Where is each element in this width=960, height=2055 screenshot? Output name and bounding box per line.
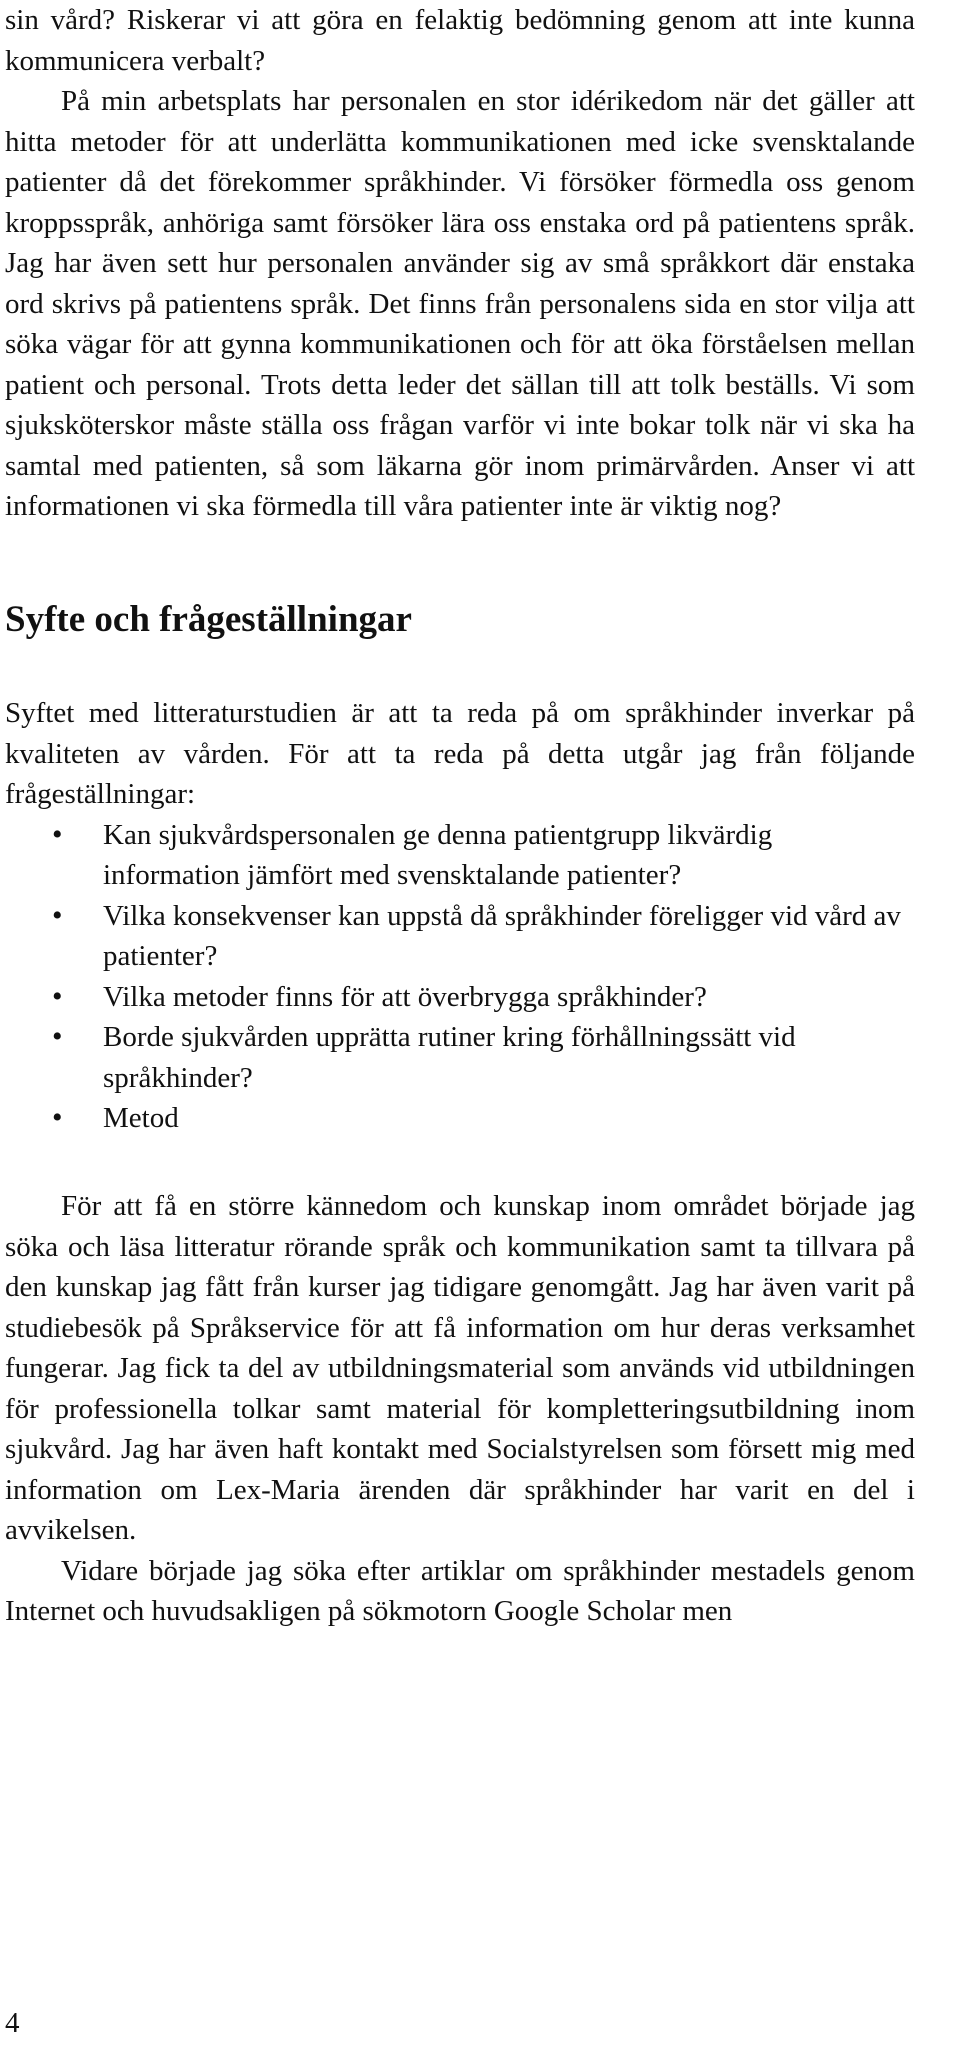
page-number: 4 bbox=[5, 2007, 20, 2039]
purpose-section bbox=[5, 693, 915, 1139]
question-item: • Vilka konsekvenser kan uppstå då språkhinder föreligger vid vård av patienter? bbox=[5, 896, 915, 977]
method-paragraph: För att få en större kännedom och kunskap inom området började jag söka och läsa litteratur rörande språk och kommunikation samt ta tillvara på den kunskap jag fått från kurser jag tidigare genomgått. Jag har även varit på studiebesök på Språkservice för att få information om hur deras verksamhet fungerar. Jag fick ta del av utbildningsmaterial som används vid utbildningen för professionella tolkar samt material för kompletteringsutbildning inom sjukvård. Jag har även haft kontakt med Socialstyrelsen som försett mig med information om Lex-Maria ärenden där språkhinder har varit en del i avvikelsen. bbox=[5, 1190, 915, 1546]
question-item: • Kan sjukvårdspersonalen ge denna patientgrupp likvärdig information jämfört med svensktalande patienter? bbox=[5, 815, 915, 896]
question-item: • Metod bbox=[5, 1098, 915, 1139]
question-item: • Vilka metoder finns för att överbrygga språkhinder? bbox=[5, 977, 915, 1018]
question-item: • Borde sjukvården upprätta rutiner kring förhållningssätt vid språkhinder? bbox=[5, 1017, 915, 1098]
intro-paragraph: På min arbetsplats har personalen en stor idérikedom när det gäller att hitta metoder för att underlätta kommunikationen med icke svensktalande patienter då det förekommer språkhinder. Vi försöker förmedla oss genom kroppsspråk, anhöriga samt försöker lära oss enstaka ord på patientens språk. Jag har även sett hur personalen använder sig av små språkkort där enstaka ord skrivs på patientens språk. Det finns från personalens sida en stor vilja att söka vägar för att gynna kommunikationen och för att öka förståelsen mellan patient och personal. Trots detta leder det sällan till att tolk beställs. Vi som sjuksköterskor måste ställa oss frågan varför vi inte bokar tolk när vi ska ha samtal med patienten, så som läkarna gör inom primärvården. Anser vi att informationen vi ska förmedla till våra patienter inte är viktig nog? bbox=[5, 85, 915, 522]
section-heading: Syfte och frågeställningar bbox=[5, 599, 412, 640]
purpose-paragraph: Syftet med litteraturstudien är att ta reda på om språkhinder inverkar på kvaliteten av vården. För att ta reda på detta utgår jag från följande frågeställningar: bbox=[5, 697, 915, 810]
intro-continuation: sin vård? Riskerar vi att göra en felaktig bedömning genom att inte kunna kommunicera verbalt? bbox=[5, 4, 915, 77]
method-section bbox=[5, 1186, 915, 1632]
intro-section bbox=[5, 0, 915, 527]
method-paragraph: Vidare började jag söka efter artiklar om språkhinder mestadels genom Internet och huvudsakligen på sökmotorn Google Scholar men bbox=[5, 1554, 915, 1627]
question-list bbox=[5, 815, 915, 1139]
